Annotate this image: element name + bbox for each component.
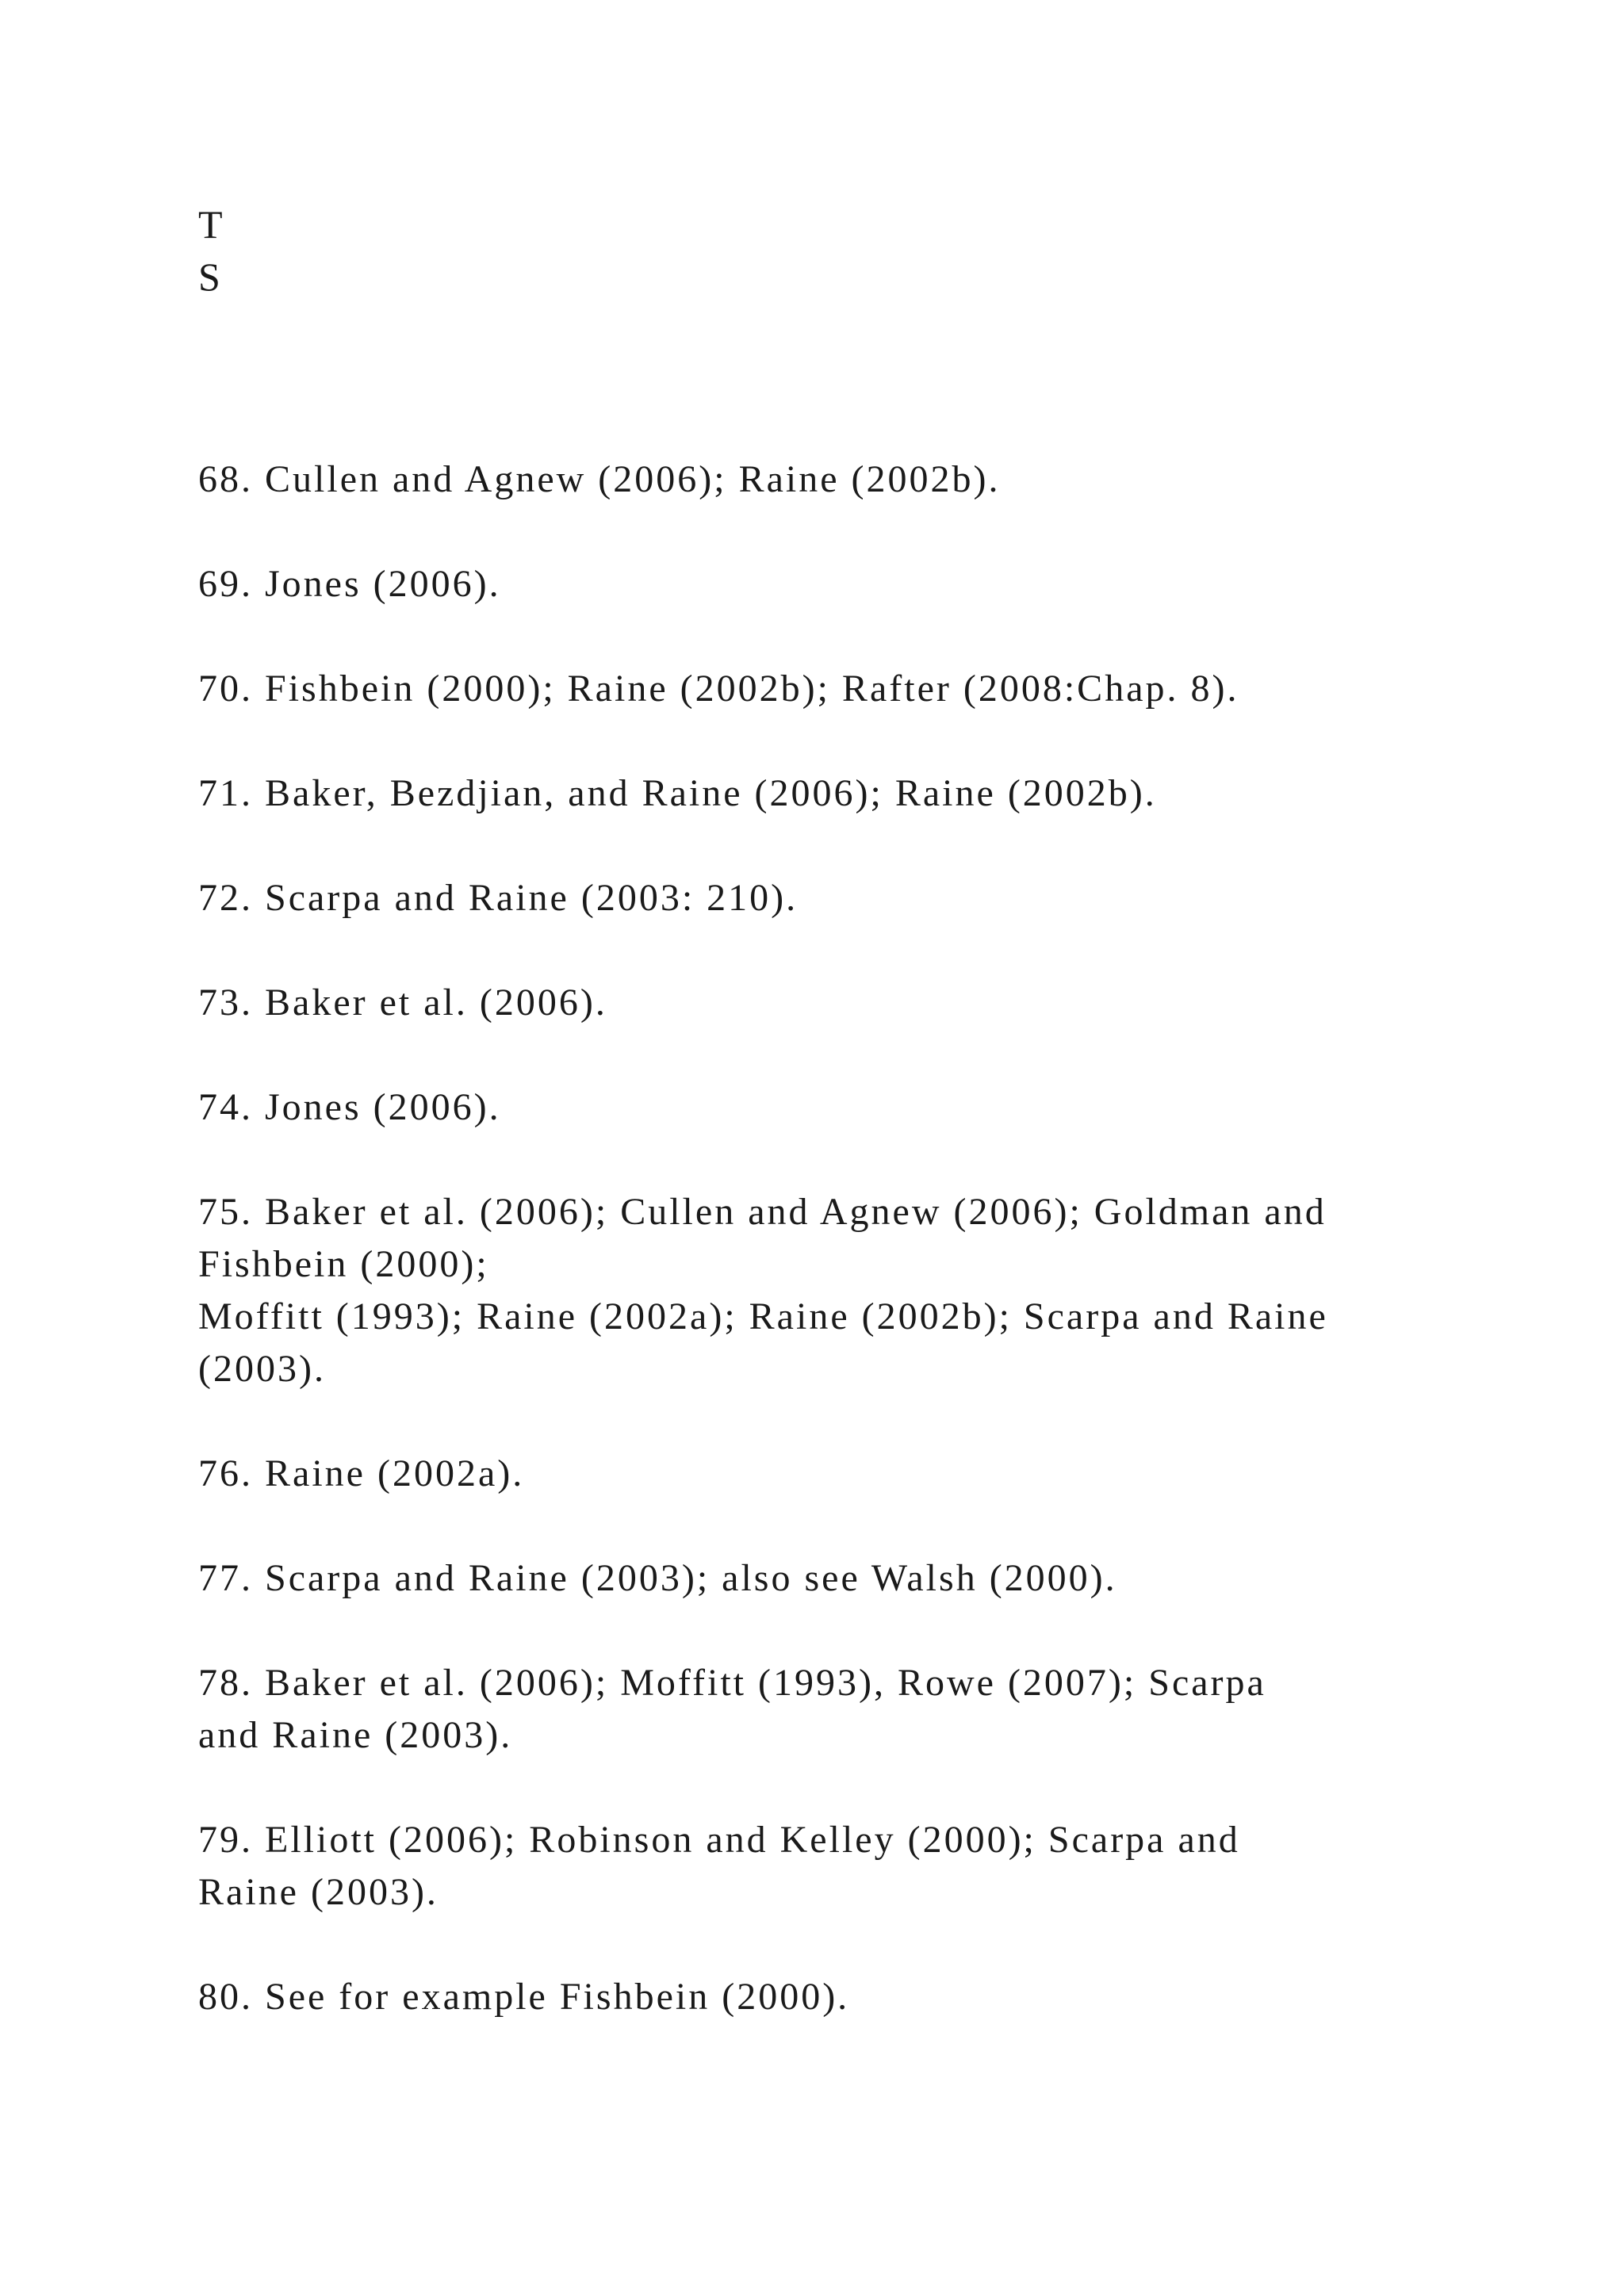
- endnote-item: [198, 1657, 1451, 1762]
- endnote-item: [198, 872, 1451, 924]
- endnote-line: and Raine (2003).: [198, 1714, 513, 1756]
- endnote-line: 78. Baker et al. (2006); Moffitt (1993), Rowe (2007); Scarpa: [198, 1662, 1266, 1704]
- endnote-line: Raine (2003).: [198, 1871, 439, 1913]
- endnote-item: [198, 558, 1451, 610]
- endnote-item: [198, 663, 1451, 715]
- page-header-letters: [198, 198, 223, 303]
- endnotes-list: [198, 453, 1451, 2076]
- endnote-line: 77. Scarpa and Raine (2003); also see Walsh (2000).: [198, 1557, 1117, 1599]
- endnote-line: 75. Baker et al. (2006); Cullen and Agnew (2006); Goldman and: [198, 1191, 1327, 1233]
- endnote-item: [198, 1552, 1451, 1605]
- endnote-line: 70. Fishbein (2000); Raine (2002b); Rafter (2008:Chap. 8).: [198, 668, 1239, 710]
- endnote-line: 74. Jones (2006).: [198, 1086, 501, 1128]
- endnote-item: [198, 767, 1451, 820]
- endnote-item: [198, 1081, 1451, 1134]
- endnote-line: 71. Baker, Bezdjian, and Raine (2006); Raine (2002b).: [198, 772, 1157, 814]
- header-letter: T: [198, 202, 223, 247]
- endnote-line: 72. Scarpa and Raine (2003: 210).: [198, 877, 799, 919]
- endnote-item: [198, 1186, 1451, 1395]
- endnote-item: [198, 453, 1451, 506]
- endnote-line: Moffitt (1993); Raine (2002a); Raine (2002b); Scarpa and Raine: [198, 1295, 1328, 1337]
- endnote-item: [198, 1814, 1451, 1919]
- endnote-line: 80. See for example Fishbein (2000).: [198, 1976, 850, 2018]
- endnote-line: 69. Jones (2006).: [198, 563, 501, 605]
- endnote-item: [198, 1971, 1451, 2023]
- header-letter: S: [198, 254, 220, 299]
- endnote-line: 68. Cullen and Agnew (2006); Raine (2002b).: [198, 458, 1001, 500]
- endnote-line: 79. Elliott (2006); Robinson and Kelley (2000); Scarpa and: [198, 1819, 1240, 1861]
- endnote-line: 76. Raine (2002a).: [198, 1452, 525, 1494]
- endnote-item: [198, 1448, 1451, 1500]
- endnote-line: (2003).: [198, 1348, 326, 1390]
- endnote-item: [198, 977, 1451, 1029]
- endnote-line: 73. Baker et al. (2006).: [198, 982, 607, 1024]
- endnote-line: Fishbein (2000);: [198, 1243, 489, 1285]
